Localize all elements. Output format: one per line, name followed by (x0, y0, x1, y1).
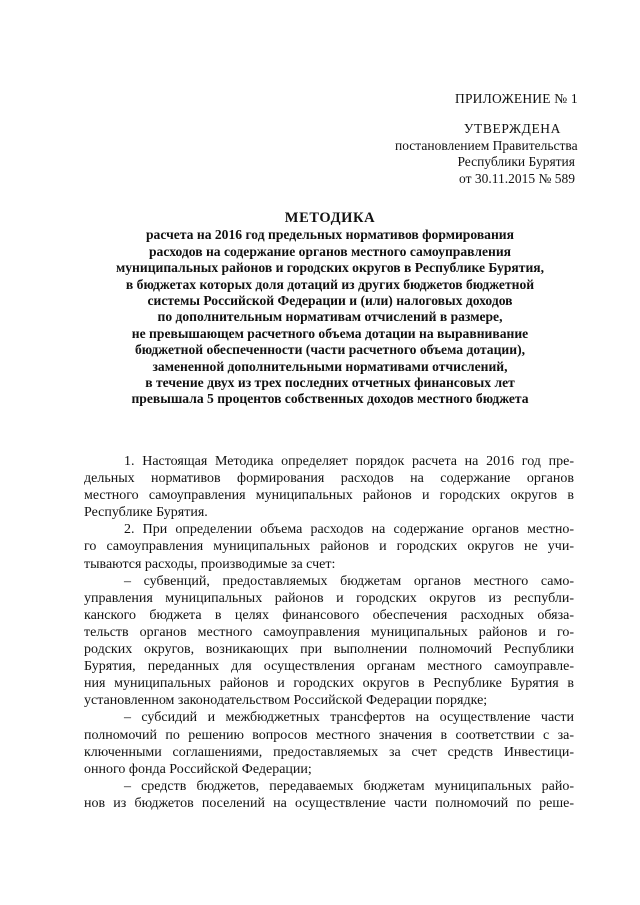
title-line: расчета на 2016 год предельных нормативов формирования (146, 227, 514, 243)
body-line: ключенными соглашениями, предоставляемых за счет средств Инвестици- (84, 744, 574, 760)
body-line: тельств органов местного самоуправления муниципальных районов и го- (84, 624, 574, 640)
document-body (84, 453, 574, 812)
body-line: 1. Настоящая Методика определяет порядок расчета на 2016 год пре- (124, 454, 574, 469)
title-line: в течение двух из трех последних отчетных финансовых лет (145, 375, 515, 391)
title-line: превышала 5 процентов собственных доходов местного бюджета (131, 391, 529, 407)
title-main: МЕТОДИКА (284, 210, 376, 226)
body-line: онного фонда Российской Федерации; (84, 761, 312, 777)
approval-line: постановлением Правительства (395, 137, 578, 153)
title-line: системы Российской Федерации и (или) налоговых доходов (147, 293, 513, 309)
body-line: 2. При определении объема расходов на содержание органов местно- (124, 522, 574, 538)
body-line: родских округов, возникающих при выполнении полномочий Республики (84, 642, 574, 658)
body-line: – субсидий и межбюджетных трансфертов на осуществление части (124, 710, 574, 726)
body-line: нов из бюджетов поселений на осуществление части полномочий по реше- (84, 795, 574, 811)
title-line: замененной дополнительными нормативами отчислений, (152, 358, 508, 374)
appendix-number: ПРИЛОЖЕНИЕ № 1 (455, 91, 578, 106)
approval-line: от 30.11.2015 № 589 (459, 170, 575, 186)
approval-line: Республики Бурятия (457, 154, 575, 169)
body-line: тываются расходы, производимые за счет: (84, 556, 336, 572)
approval-heading: УТВЕРЖДЕНА (463, 121, 561, 136)
body-line: канского бюджета в целях финансового обеспечения расходных обяза- (84, 607, 574, 623)
body-line: Бурятия, переданных для осуществления органам местного самоуправле- (84, 659, 574, 675)
body-line: ния муниципальных районов и городских округов в Республике Бурятия в (84, 676, 574, 692)
document-title (70, 210, 590, 408)
title-line: бюджетной обеспеченности (части расчетного объема дотации), (134, 342, 526, 358)
title-line: муниципальных районов и городских округов в Республике Бурятия, (115, 260, 545, 276)
body-line: – субвенций, предоставляемых бюджетам органов местного само- (124, 573, 574, 589)
title-line: расходов на содержание органов местного самоуправления (148, 243, 512, 259)
approval-stamp-block (395, 121, 578, 187)
body-line: управления муниципальных районов и городских округов из республи- (84, 590, 574, 606)
title-line: в бюджетах которых доля дотаций из других бюджетов бюджетной (125, 276, 535, 292)
body-line: дельных нормативов формирования расходов на содержание органов (84, 471, 574, 487)
title-line: по дополнительным нормативам отчислений в размере, (157, 309, 503, 325)
body-line: полномочий по решению вопросов местного значения в соответствии с за- (84, 727, 574, 743)
body-line: Республике Бурятия. (84, 505, 208, 521)
body-line: – средств бюджетов, передаваемых бюджетам муниципальных райо- (124, 778, 574, 794)
title-line: не превышающем расчетного объема дотации на выравнивание (131, 325, 529, 341)
body-line: местного самоуправления муниципальных районов и городских округов в (84, 488, 574, 504)
body-line: установленном законодательством Российской Федерации порядке; (84, 693, 488, 709)
body-line: го самоуправления муниципальных районов и городских округов не учи- (84, 539, 574, 555)
